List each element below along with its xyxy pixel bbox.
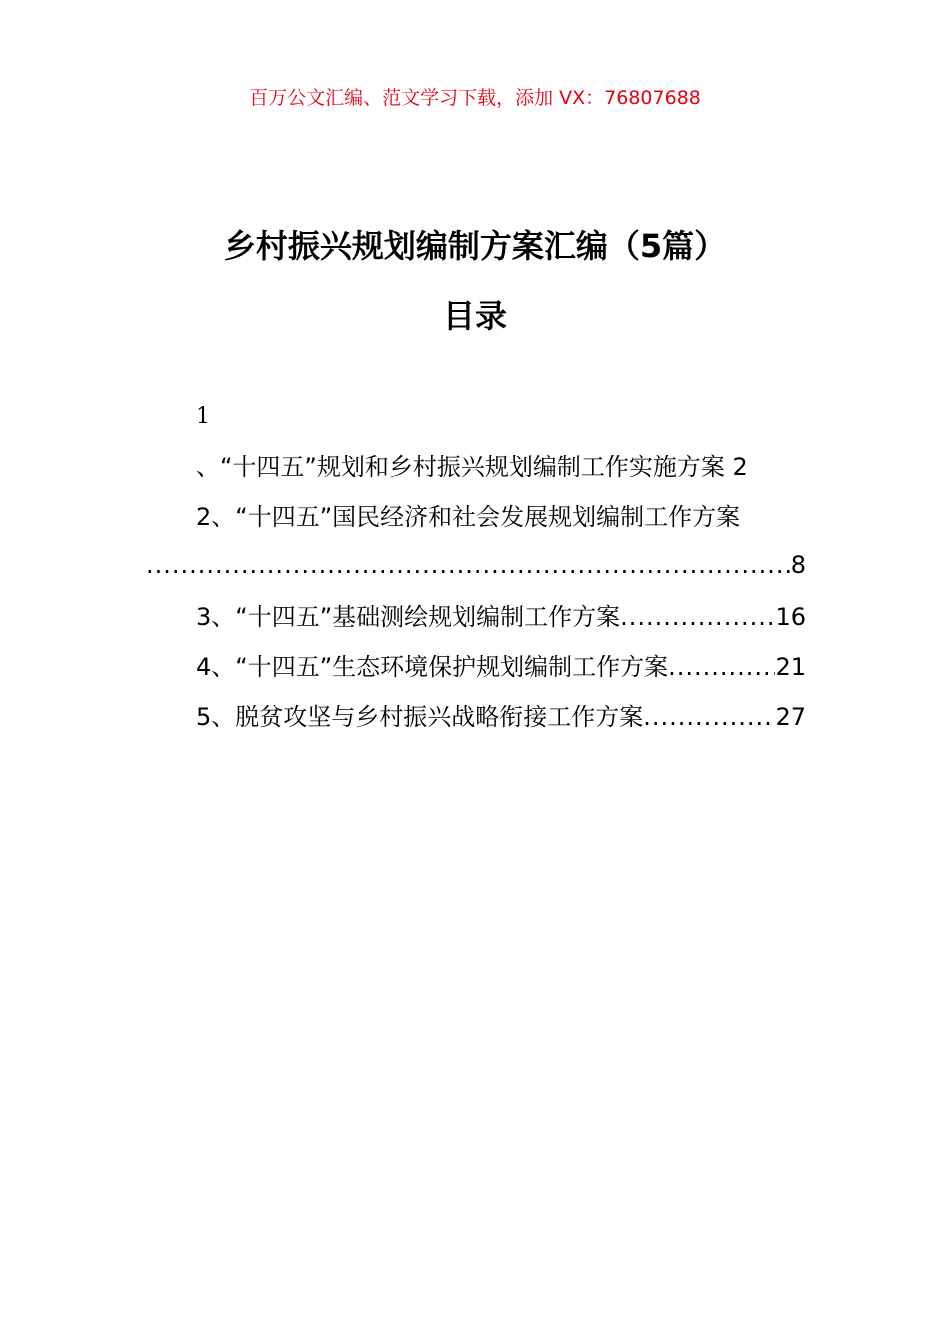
toc-item-5-page: 27	[775, 703, 806, 731]
toc-item-4-text: 4、“十四五”生态环境保护规划编制工作方案	[196, 653, 669, 681]
header-watermark-note: 百万公文汇编、范文学习下载，添加 VX：76807688	[249, 87, 701, 109]
toc-item-1[interactable]	[196, 450, 748, 484]
toc-item-3[interactable]	[196, 600, 806, 634]
toc-item-2[interactable]	[196, 500, 740, 534]
toc-item-3-page: 16	[775, 603, 806, 631]
toc-item-4-page: 21	[775, 653, 806, 681]
toc-item-4-leader	[668, 650, 775, 684]
toc-item-2-leader	[146, 548, 791, 582]
toc-item-2-leader-row[interactable]	[146, 548, 806, 582]
toc-item-1-number: 1	[196, 404, 210, 429]
toc-item-3-leader	[620, 600, 775, 634]
document-title: 乡村振兴规划编制方案汇编（5篇）	[223, 227, 727, 265]
toc-item-1-page: 2	[732, 453, 748, 481]
toc-item-1-text: 、“十四五”规划和乡村振兴规划编制工作实施方案	[196, 453, 725, 481]
toc-item-5-leader	[643, 700, 775, 734]
toc-item-5[interactable]	[196, 700, 806, 734]
toc-item-4[interactable]	[196, 650, 806, 684]
toc-item-2-text: 2、“十四五”国民经济和社会发展规划编制工作方案	[196, 503, 741, 531]
toc-heading: 目录	[442, 297, 507, 335]
toc-item-5-text: 5、脱贫攻坚与乡村振兴战略衔接工作方案	[196, 703, 644, 731]
toc-item-3-text: 3、“十四五”基础测绘规划编制工作方案	[196, 603, 621, 631]
toc-item-2-page: 8	[790, 551, 806, 579]
